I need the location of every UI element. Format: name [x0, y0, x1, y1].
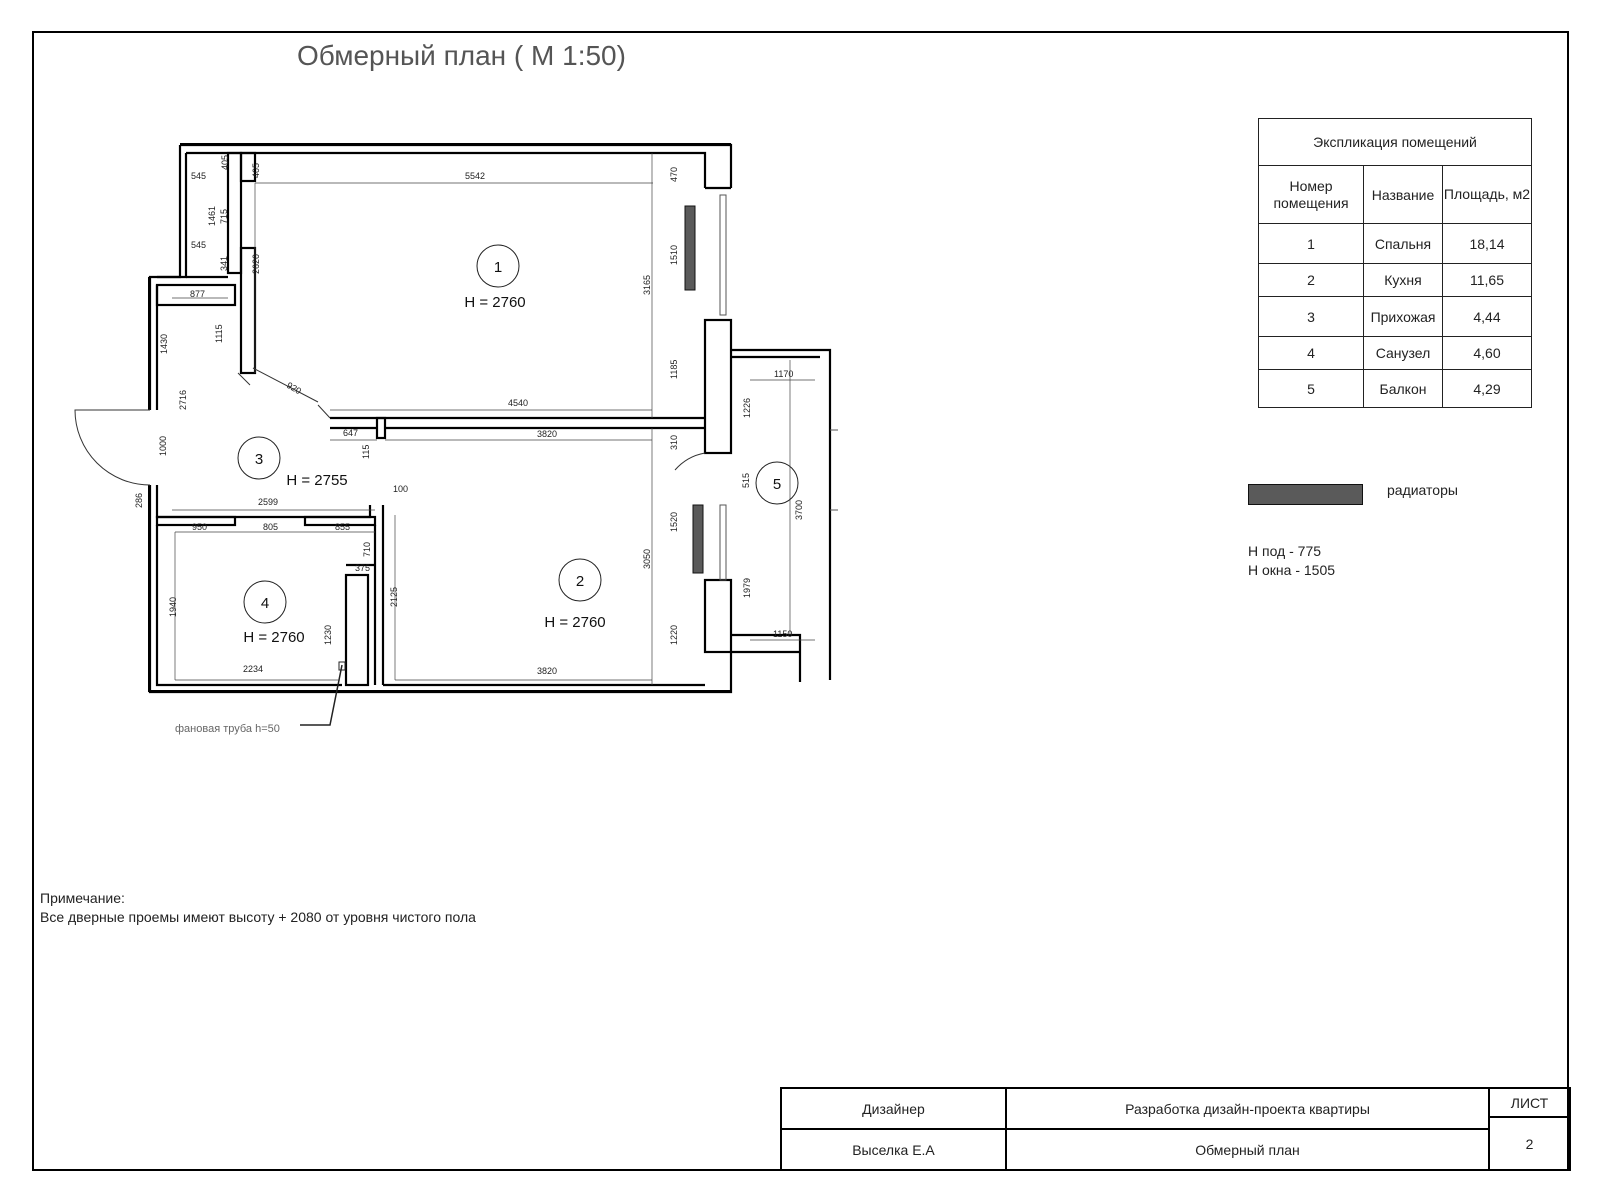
dim-label: 3700 — [794, 499, 804, 520]
dim-label: 920 — [285, 380, 304, 397]
dim-label: 1979 — [742, 577, 752, 598]
table-row — [1259, 264, 1532, 297]
row-name: Кухня — [1364, 264, 1443, 297]
dim-label: 1510 — [669, 244, 679, 265]
dim-label: 1520 — [669, 511, 679, 532]
dim-label: 115 — [361, 444, 371, 459]
height-sill: H под - 775 — [1248, 543, 1322, 559]
room-height-2: H = 2760 — [544, 614, 606, 631]
table-row — [1259, 224, 1532, 264]
dim-label: 310 — [669, 434, 679, 450]
windows — [720, 195, 838, 580]
dim-label: 2125 — [389, 586, 399, 607]
row-number: 1 — [1259, 224, 1364, 264]
row-number: 5 — [1259, 370, 1364, 408]
dim-label: 1000 — [158, 435, 168, 456]
room-height-1: H = 2760 — [464, 294, 526, 311]
dim-label: 877 — [190, 289, 206, 299]
row-area: 4,44 — [1443, 297, 1532, 337]
sheet-label: ЛИСТ — [1488, 1087, 1571, 1118]
dim-label: 5542 — [465, 171, 486, 181]
title-block — [780, 1087, 1571, 1171]
room-number-1: 1 — [493, 259, 503, 276]
sheet-number: 2 — [1488, 1116, 1571, 1171]
dim-label: 1220 — [669, 624, 679, 645]
dim-label: 2716 — [178, 389, 188, 410]
designer-name: Выселка Е.А — [780, 1128, 1007, 1171]
dim-label: 715 — [219, 208, 229, 224]
room-height-3: H = 2755 — [286, 472, 348, 489]
row-area: 4,60 — [1443, 337, 1532, 370]
walls — [150, 145, 830, 692]
dim-label: 3820 — [537, 666, 558, 676]
dim-label: 1430 — [159, 333, 169, 354]
room-number-2: 2 — [575, 573, 585, 590]
dim-label: 3165 — [642, 274, 652, 295]
room-markers — [238, 245, 798, 646]
room-number-3: 3 — [254, 451, 264, 468]
dim-label: 100 — [393, 484, 409, 494]
dim-label: 545 — [191, 240, 207, 250]
dim-label: 855 — [335, 522, 351, 532]
dim-label: 1185 — [669, 359, 679, 379]
dim-label: 3820 — [537, 429, 558, 439]
row-name: Прихожая — [1364, 297, 1443, 337]
radiator-legend-label: радиаторы — [1387, 482, 1458, 498]
dim-label: 805 — [263, 522, 279, 532]
dim-label: 1170 — [774, 369, 794, 379]
note-heading: Примечание: — [40, 890, 125, 906]
header-name: Название — [1364, 166, 1443, 224]
note-text: Все дверные проемы имеют высоту + 2080 от уровня чистого пола — [40, 909, 476, 925]
dim-label: 1940 — [168, 596, 178, 617]
dim-label: 1461 — [207, 205, 217, 226]
room-height-4: H = 2760 — [243, 629, 305, 646]
dim-label: 405 — [251, 162, 261, 178]
room-number-4: 4 — [260, 595, 270, 612]
row-area: 4,29 — [1443, 370, 1532, 408]
sheet-title: Обмерный план — [1005, 1128, 1490, 1171]
header-area: Площадь, м2 — [1443, 166, 1532, 224]
designer-label: Дизайнер — [780, 1087, 1007, 1130]
explication-title: Экспликация помещений — [1259, 119, 1532, 166]
dim-label: 2599 — [258, 497, 279, 507]
dim-label: 1230 — [323, 624, 333, 645]
dim-label: 2620 — [251, 253, 261, 274]
dim-label: 286 — [134, 492, 144, 508]
pipe-leader — [300, 665, 342, 725]
row-name: Балкон — [1364, 370, 1443, 408]
dim-label: 375 — [355, 563, 371, 573]
table-row — [1259, 370, 1532, 408]
table-row — [1259, 337, 1532, 370]
dim-label: 2234 — [243, 664, 264, 674]
row-number: 3 — [1259, 297, 1364, 337]
pipe-label: фановая труба h=50 — [175, 723, 280, 735]
dim-label: 545 — [191, 171, 207, 181]
header-number: Номер помещения — [1259, 166, 1364, 224]
dim-label: 950 — [192, 522, 208, 532]
dim-label: 1150 — [773, 629, 793, 639]
dim-label: 4540 — [508, 398, 529, 408]
row-area: 18,14 — [1443, 224, 1532, 264]
dim-label: 1115 — [214, 324, 224, 343]
dimension-labels — [134, 155, 804, 676]
page-title: Обмерный план ( М 1:50) — [297, 40, 626, 71]
doors — [75, 368, 705, 485]
table-row — [1259, 297, 1532, 337]
height-window: H окна - 1505 — [1248, 562, 1336, 578]
row-number: 4 — [1259, 337, 1364, 370]
row-name: Спальня — [1364, 224, 1443, 264]
dim-label: 3050 — [642, 548, 652, 569]
radiator-legend-swatch — [1248, 484, 1363, 505]
room-number-5: 5 — [772, 476, 782, 493]
explication-table — [1258, 118, 1532, 408]
row-area: 11,65 — [1443, 264, 1532, 297]
dim-label: 470 — [669, 166, 679, 182]
dim-label: 341 — [219, 255, 229, 271]
dim-label: 1226 — [742, 397, 752, 418]
dim-label: 710 — [362, 541, 372, 557]
project-title: Разработка дизайн-проекта квартиры — [1005, 1087, 1490, 1130]
dim-label: 515 — [741, 472, 751, 488]
row-number: 2 — [1259, 264, 1364, 297]
row-name: Санузел — [1364, 337, 1443, 370]
dim-label: 647 — [343, 428, 359, 438]
dim-label: 405 — [220, 154, 230, 170]
radiators — [685, 206, 703, 573]
